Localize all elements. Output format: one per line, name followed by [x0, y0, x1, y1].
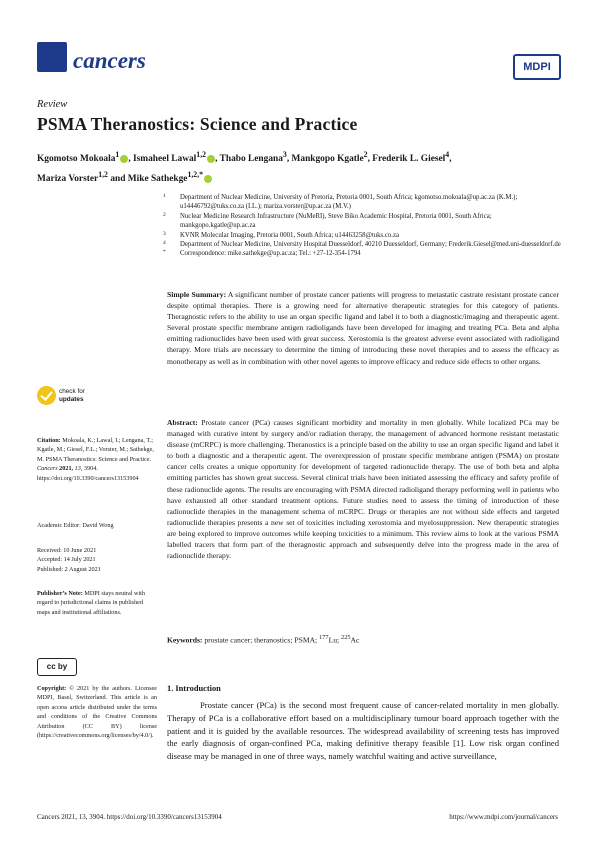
author[interactable]: Ismaheel Lawal — [133, 154, 197, 165]
publisher-logo[interactable]: MDPI — [513, 54, 561, 80]
journal-logo-icon — [37, 42, 67, 72]
journal-name[interactable]: cancers — [73, 48, 146, 73]
abstract: Abstract: Prostate cancer (PCa) causes significant morbidity and mortality in men globally. While localized PCa may be managed with curative intent by surgery and/or radiation therapy, the management of advanced hormone resistant metastatic disease (mCRPC) is more challenging. Theranostics is a principle based on the ability to use an organ specific ligand and label it to both a diagnostic and a therapeutic agent. The overexpression of prostate specific membrane antigen (PSMA) on prostate cancer cells creates a unique opportunity for development of targeted radionuclide therapy. The use of both beta and alpha emitting particles has shown great success. Several clinical trials have been initiated assessing the efficacy and safety profile of these radionuclide agents. The results are encouraging with PSMA directed radioligand therapy performing well in patients who have exhausted all other standard treatment options. Future studies need to assess the timing of introduction of these radionuclide therapies in the management schema of mCRPC. Drugs or therapies are not without side effects and targeted radionuclide therapies presents a new set of toxicities including xerostomia and myelosuppression. New therapeutic strategies are being explored to improve outcomes while keeping toxicities to a minimum. This review aims to look at the various PSMA labelled tracers that form part of the theragnostic approach and subsequently delve into the progress made in the area of radionuclide therapy. — [167, 418, 559, 561]
check-updates-button[interactable]: check for updates — [37, 385, 85, 405]
author[interactable]: Kgomotso Mokoala — [37, 154, 116, 165]
footer-citation[interactable]: Cancers 2021, 13, 3904. https://doi.org/10.3390/cancers13153904 — [37, 813, 222, 821]
orcid-icon[interactable] — [204, 175, 212, 183]
author[interactable]: Mariza Vorster — [37, 174, 99, 185]
article-title: PSMA Theranostics: Science and Practice — [37, 114, 358, 134]
doi-link[interactable]: 3904. https://doi.org/10.3390/cancers13153904 — [37, 465, 139, 482]
orcid-icon[interactable] — [207, 155, 215, 163]
dates: Received: 10 June 2021 Accepted: 14 July 2021 Published: 2 August 2021 — [37, 547, 101, 573]
simple-summary: Simple Summary: A significant number of prostate cancer patients will progress to metastatic castrate resistant prostate cancer despite optimal therapies. There is a growing need for alternative therapeutic strategies for this category of patients. Theragnostic refers to the ability to use an organ specific ligand and label it to both a diagnostic/imaging and therapeutic agent. Several prostate specific membrane antigen radioligands have been developed for imaging and treating PCa. Beta and alpha emitting radionuclides have been used with great success. Xerostomia is the greatest adverse event associated with radioligand therapy. More trials are necessary to determine the timing of introducing these novel therapies and to assess the efficacy as monotherapy as well as in combination with other novel agents to improve efficacy and reduce side effects to other organs. — [167, 290, 560, 366]
keywords: Keywords: prostate cancer; theranostics; PSMA; $^{177}$Lu; $^{225}$Ac — [167, 634, 360, 645]
author[interactable]: Mike Sathekge — [127, 174, 188, 185]
affiliation: 3 KVNR Molecular Imaging, Pretoria 0001, South Africa; u14463258@tuks.co.za — [163, 230, 400, 239]
author-list: Kgomotso Mokoala$^1$ , Ismaheel Lawal$^{1,2}$ , Thabo Lengana$^3$, Mankgopo Kgatle$^2$, Frederik L. Giesel$^4$, Mariza Vorster$^{1,2}$ and Mike Sathekge$^{1,2,*}$ — [37, 150, 452, 185]
check-icon — [37, 386, 56, 405]
intro-paragraph: Prostate cancer (PCa) is the second most frequent cause of cancer-related mortality in men globally. Therapy of PCa is a collaborative effort based on a multidisciplinary tumour board approach together with the patient and it is guided by the available resources. The widespread availability of screening tests has improved the early diagnosis of organ-confined PCa, making definitive therapy feasible [1]. Low risk organ confined disease may be managed in one of three ways, namely watchful waiting and active surveillance, — [167, 700, 559, 762]
affiliation: 1 Department of Nuclear Medicine, University of Pretoria, Pretoria 0001, South Africa; kgomotso.mokoala@up.ac.za (K.M.); u14446792@tuks.co.za (I.L.); mariza.vorster@up.ac.za (M.V.) — [163, 193, 518, 211]
author[interactable]: Thabo Lengana — [219, 154, 283, 165]
academic-editor: Academic Editor: David Wong — [37, 522, 114, 529]
section-heading: 1. Introduction — [167, 684, 221, 693]
citation: Citation: Mokoala, K.; Lawal, I.; Lengana, T.; Kgatle, M.; Giesel, F.L.; Vorster, M.; Sathekge, M. PSMA Theranostics: Science and Practice. Cancers 2021, 13, 3904. https://doi.org/10.3390/cancers13153904 — [37, 437, 154, 482]
author[interactable]: Mankgopo Kgatle — [291, 154, 364, 165]
copyright: Copyright: © 2021 by the authors. Licensee MDPI, Basel, Switzerland. This article is an open access article distributed under the terms and conditions of the Creative Commons Attribution (CC BY) license (https://creativecommons.org/licenses/by/4.0/). — [37, 685, 158, 740]
author[interactable]: Frederik L. Giesel — [372, 154, 446, 165]
correspondence: * Correspondence: mike.sathekge@up.ac.za; Tel.: +27-12-354-1794 — [163, 249, 361, 258]
footer-journal-link[interactable]: https://www.mdpi.com/journal/cancers — [449, 813, 558, 821]
affiliations — [163, 193, 563, 259]
publisher-note: Publisher’s Note: MDPI stays neutral with regard to jurisdictional claims in published maps and institutional affiliations. — [37, 590, 145, 616]
article-type: Review — [37, 99, 68, 110]
orcid-icon[interactable] — [120, 155, 128, 163]
affiliation: 4 Department of Nuclear Medicine, University Hospital Duesseldorf, 40210 Duesseldorf, Germany; Frederik.Giesel@med.uni-duesseldorf.de — [163, 240, 561, 249]
cc-license-icon[interactable]: cc by — [37, 658, 77, 676]
affiliation: 2 Nuclear Medicine Research Infrastructure (NuMeRI), Steve Biko Academic Hospital, Pretoria 0001, South Africa; mankgopo.kgatle@up.ac.za — [163, 211, 492, 230]
